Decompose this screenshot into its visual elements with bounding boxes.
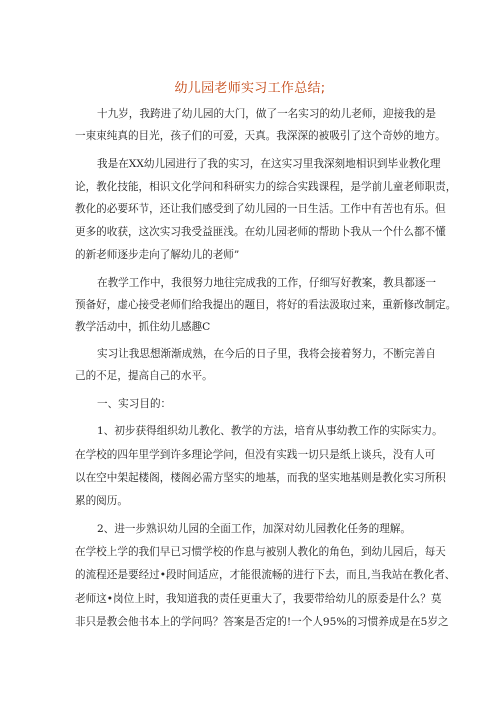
- paragraph-line: 老师这•岗位上时，我知道我的责任更重大了，我要带给幼儿的原委是什么？莫: [75, 593, 442, 605]
- section-heading: 一、实习目的：: [97, 398, 172, 410]
- paragraph-line: 预备好，虚心接受老师们给我提出的题目，将好的看法汲取过来，重新修改制定。: [75, 299, 457, 311]
- paragraph-line: 己的不足，提高自己的水平。: [75, 370, 213, 382]
- paragraph-line: 一束束纯真的目光，孩子们的可爱，天真。我深深的被吸引了这个奇妙的地方。: [75, 130, 446, 142]
- paragraph-line: 的流程还是要经过•段时间适应，才能很流畅的进行下去，而且,当我站在教化者、: [75, 569, 456, 581]
- paragraph-line: 论，教化技能，相识文化学问和科研实力的综合实践课程，是学前儿童老师职责，: [75, 181, 457, 193]
- paragraph-line: 实习让我思想渐渐成熟，在今后的日子里，我将会接着努力，不断完善自: [97, 348, 436, 360]
- paragraph-line: 累的阅历。: [75, 495, 128, 507]
- paragraph-line: 以在空中架起楼阁，楼阁必需方坚实的地基，而我的坚实地基则是教化实习所积: [75, 472, 446, 484]
- paragraph-line: 教化的必要环节，还让我们感受到了幼儿园的一日生活。工作中有苦也有乐。但: [75, 203, 446, 215]
- paragraph-line: 1、初步获得组织幼儿教化、教学的方法，培育从事幼教工作的实际实力。: [97, 425, 443, 437]
- document-title: 幼儿园老师实习工作总结;: [174, 81, 326, 96]
- paragraph-line: 在学校上学的我们早已习惯学校的作息与被别人教化的角色，到幼儿园后，每天: [75, 546, 446, 558]
- paragraph-line: 的新老师逐步走向了解幼儿的老师”: [75, 249, 240, 261]
- paragraph-line: 2、进一步熟识幼儿园的全面工作，加深对幼儿园教化任务的理解。: [97, 523, 411, 535]
- paragraph-line: 非只是教会他书本上的学问吗？答案是否定的!一个人95%的习惯养成是在5岁之: [75, 616, 449, 628]
- paragraph-line: 更多的收获，这次实习我受益匪浅。在幼儿园老师的帮助卜我从一个什么都不懂: [75, 226, 446, 238]
- paragraph-line: 我是在XX幼儿园进行了我的实习，在这实习里我深刻地相识到毕业教化理: [97, 158, 441, 170]
- paragraph-line: 在学校的四年里学到许多理论学问，但没有实践一切只是纸上谈兵，没有人可: [75, 449, 436, 461]
- paragraph-line: 十九岁，我跨进了幼儿园的大门，做了一名实习的幼儿老师，迎接我的是: [97, 108, 436, 120]
- paragraph-line: 教学活动中，抓住幼儿感趣C: [75, 321, 211, 333]
- paragraph-line: 在教学工作中，我很努力地往完成我的工作，仔细写好教案，教具都逐一: [97, 277, 436, 289]
